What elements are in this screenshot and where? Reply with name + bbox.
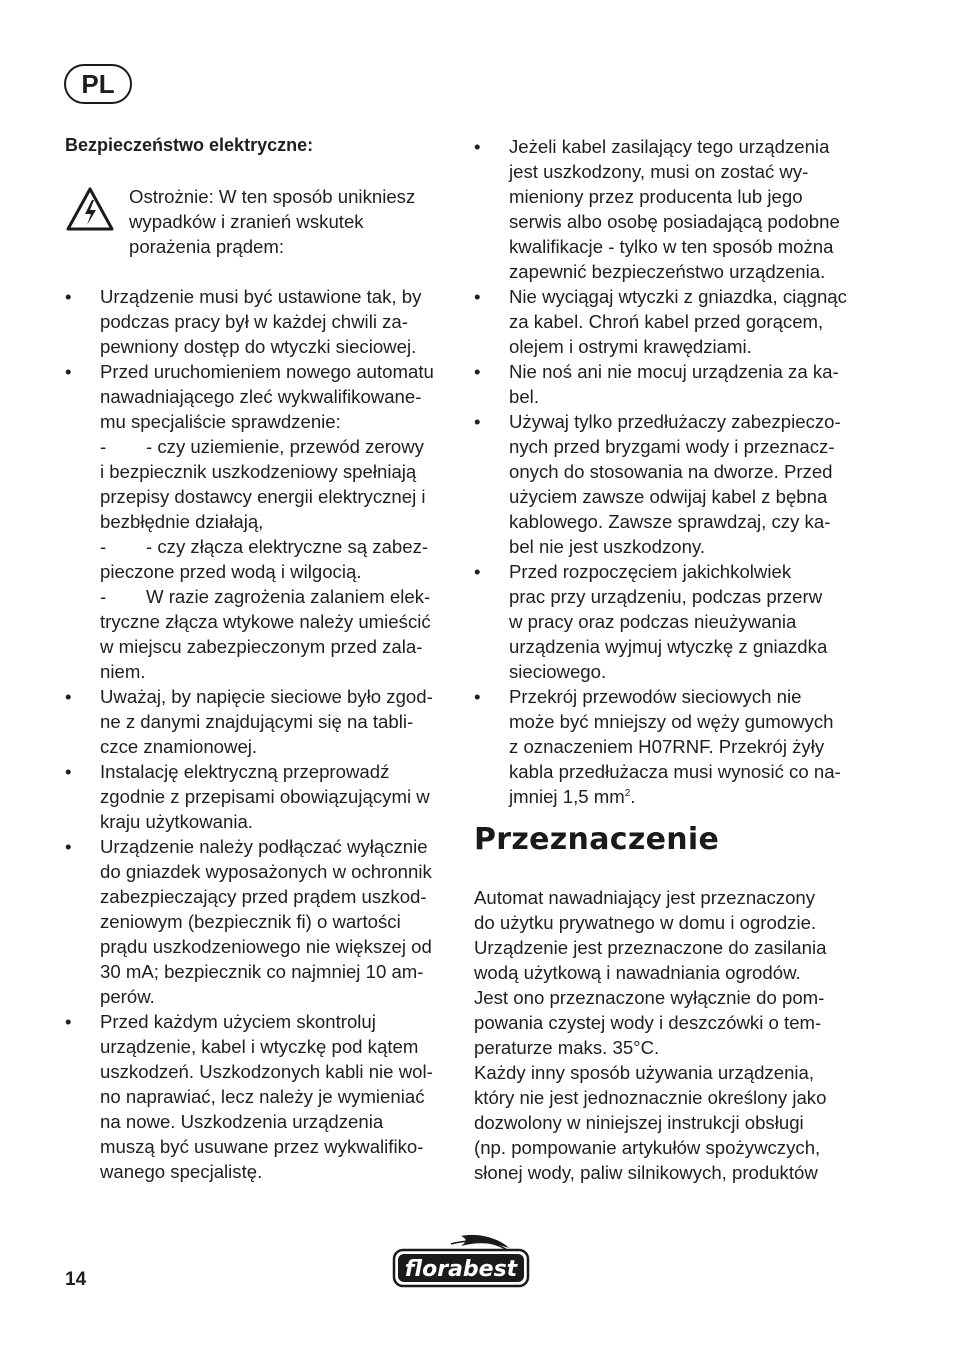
line: no naprawiać, lecz należy je wymieniać <box>100 1086 425 1107</box>
line: bezbłędnie działają, <box>100 511 264 532</box>
line: sieciowego. <box>509 661 607 682</box>
list-item <box>474 359 864 409</box>
line: kablowego. Zawsze sprawdzaj, czy ka- <box>509 511 831 532</box>
list-item <box>474 409 864 559</box>
line: zabezpieczający przed prądem uszkod- <box>100 886 427 907</box>
line: wodą użytkową i nawadniania ogrodów. <box>474 962 801 983</box>
list-item <box>65 1009 450 1184</box>
line: zeniowym (bezpiecznik fi) o wartości <box>100 911 401 932</box>
line: onych do stosowania na dworze. Przed <box>509 461 833 482</box>
line: z oznaczeniem H07RNF. Przekrój żyły <box>509 736 825 757</box>
line: prądu uszkodzeniowego nie większej od <box>100 936 432 957</box>
line: kraju użytkowania. <box>100 811 253 832</box>
bullet-dot: • <box>65 686 72 707</box>
line: użyciem zawsze odwijaj kabel z bębna <box>509 486 828 507</box>
line <box>509 784 864 809</box>
line: peraturze maks. 35°C. <box>474 1037 660 1058</box>
florabest-logo <box>391 1234 531 1290</box>
line: przepisy dostawcy energii elektrycznej i <box>100 486 426 507</box>
line: dozwolony w niniejszej instrukcji obsługi <box>474 1112 804 1133</box>
line: Urządzenie musi być ustawione tak, by <box>100 286 422 307</box>
sub-dash: - <box>100 586 107 607</box>
sub-item <box>100 584 450 684</box>
line: perów. <box>100 986 155 1007</box>
line: na nowe. Uszkodzenia urządzenia <box>100 1111 384 1132</box>
purpose-paragraph <box>474 885 864 1185</box>
superscript: 2 <box>624 787 631 799</box>
line: do gniazdek wyposażonych w ochronnik <box>100 861 432 882</box>
line: kwalifikacje - tylko w ten sposób można <box>509 236 834 257</box>
line: Nie wyciągaj wtyczki z gniazdka, ciągnąc <box>509 286 847 307</box>
line: pewniony dostęp do wtyczki sieciowej. <box>100 336 417 357</box>
line: pieczone przed wodą i wilgocią. <box>100 561 362 582</box>
list-item <box>474 134 864 284</box>
bullet-dot: • <box>65 836 72 857</box>
line: - czy uziemienie, przewód zerowy <box>146 436 424 457</box>
line: mu specjaliście sprawdzenie: <box>100 411 341 432</box>
bullet-dot: • <box>474 561 481 582</box>
list-item <box>65 284 450 359</box>
line: Uważaj, by napięcie sieciowe było zgod- <box>100 686 433 707</box>
line-text: jmniej 1,5 mm <box>509 786 625 807</box>
line: bel. <box>509 386 539 407</box>
section-title-purpose: Przeznaczenie <box>474 822 720 857</box>
line: wanego specjalistę. <box>100 1161 263 1182</box>
warning-line: wypadków i zranień wskutek <box>129 211 364 232</box>
line: Używaj tylko przedłużaczy zabezpieczo- <box>509 411 841 432</box>
bullet-dot: • <box>474 136 481 157</box>
line: mieniony przez producenta lub jego <box>509 186 803 207</box>
line: podczas pracy był w każdej chwili za- <box>100 311 408 332</box>
list-item <box>65 834 450 1009</box>
line: Urządzenie jest przeznaczone do zasilania <box>474 937 827 958</box>
line: - czy złącza elektryczne są zabez- <box>146 536 429 557</box>
line: tryczne złącza wtykowe należy umieścić <box>100 611 431 632</box>
line: za kabel. Chroń kabel przed gorącem, <box>509 311 824 332</box>
line: urządzenia wyjmuj wtyczkę z gniazdka <box>509 636 828 657</box>
line: serwis albo osobę posiadającą podobne <box>509 211 840 232</box>
line: jest uszkodzony, musi on zostać wy- <box>509 161 809 182</box>
line: muszą być usuwane przez wykwalifiko- <box>100 1136 424 1157</box>
line: Nie noś ani nie mocuj urządzenia za ka- <box>509 361 839 382</box>
line: w pracy oraz podczas nieużywania <box>509 611 797 632</box>
line: czce znamionowej. <box>100 736 258 757</box>
line: Automat nawadniający jest przeznaczony <box>474 887 816 908</box>
bullet-dot: • <box>474 286 481 307</box>
warning-text <box>129 184 449 259</box>
line: zapewnić bezpieczeństwo urządzenia. <box>509 261 826 282</box>
line: niem. <box>100 661 146 682</box>
line: Przed uruchomieniem nowego automatu <box>100 361 434 382</box>
electric-hazard-icon <box>65 186 115 232</box>
list-item <box>474 684 864 809</box>
warning-line: Ostrożnie: W ten sposób unikniesz <box>129 186 416 207</box>
line: Urządzenie należy podłączać wyłącznie <box>100 836 428 857</box>
line: nych przed bryzgami wody i przeznacz- <box>509 436 835 457</box>
line: i bezpiecznik uszkodzeniowy spełniają <box>100 461 417 482</box>
line: Przed każdym użyciem skontroluj <box>100 1011 376 1032</box>
line: może być mniejszy od węży gumowych <box>509 711 834 732</box>
line: urządzenie, kabel i wtyczkę pod kątem <box>100 1036 419 1057</box>
line: Przed rozpoczęciem jakichkolwiek <box>509 561 792 582</box>
bullet-dot: • <box>65 361 72 382</box>
warning-line: porażenia prądem: <box>129 236 285 257</box>
line: bel nie jest uszkodzony. <box>509 536 706 557</box>
line: zgodnie z przepisami obowiązującymi w <box>100 786 430 807</box>
line: prac przy urządzeniu, podczas przerw <box>509 586 823 607</box>
list-item <box>474 284 864 359</box>
line-tail: . <box>630 786 636 807</box>
line: nawadniającego zleć wykwalifikowane- <box>100 386 422 407</box>
sub-dash: - <box>100 536 107 557</box>
line: do użytku prywatnego w domu i ogrodzie. <box>474 912 817 933</box>
list-item <box>65 359 450 684</box>
line: kabla przedłużacza musi wynosić co na- <box>509 761 841 782</box>
page-number: 14 <box>65 1269 87 1290</box>
list-item <box>65 684 450 759</box>
list-item <box>474 559 864 684</box>
line: Każdy inny sposób używania urządzenia, <box>474 1062 815 1083</box>
bullet-dot: • <box>474 361 481 382</box>
sub-dash: - <box>100 436 107 457</box>
line: który nie jest jednoznacznie określony jako <box>474 1087 827 1108</box>
section-heading-electrical-safety: Bezpieczeństwo elektryczne: <box>65 135 314 155</box>
line: olejem i ostrymi krawędziami. <box>509 336 752 357</box>
left-bullet-list <box>65 284 450 1184</box>
bullet-dot: • <box>65 286 72 307</box>
line: ne z danymi znajdującymi się na tabli- <box>100 711 414 732</box>
line: w miejscu zabezpieczonym przed zala- <box>100 636 423 657</box>
language-badge: PL <box>64 64 132 104</box>
line: Jest ono przeznaczone wyłącznie do pom- <box>474 987 825 1008</box>
bullet-dot: • <box>65 761 72 782</box>
line: Instalację elektryczną przeprowadź <box>100 761 390 782</box>
list-item <box>65 759 450 834</box>
line: Jeżeli kabel zasilający tego urządzenia <box>509 136 830 157</box>
sub-item <box>100 534 450 584</box>
line: (np. pompowanie artykułów spożywczych, <box>474 1137 821 1158</box>
line: W razie zagrożenia zalaniem elek- <box>146 586 431 607</box>
line: 30 mA; bezpiecznik co najmniej 10 am- <box>100 961 424 982</box>
right-bullet-list <box>474 134 864 809</box>
sub-item <box>100 434 450 534</box>
bullet-dot: • <box>474 686 481 707</box>
line: słonej wody, paliw silnikowych, produktów <box>474 1162 818 1183</box>
logo-text: florabest <box>404 1257 518 1282</box>
line: powania czystej wody i deszczówki o tem- <box>474 1012 822 1033</box>
bullet-dot: • <box>474 411 481 432</box>
bullet-dot: • <box>65 1011 72 1032</box>
line: uszkodzeń. Uszkodzonych kabli nie wol- <box>100 1061 433 1082</box>
line: Przekrój przewodów sieciowych nie <box>509 686 802 707</box>
